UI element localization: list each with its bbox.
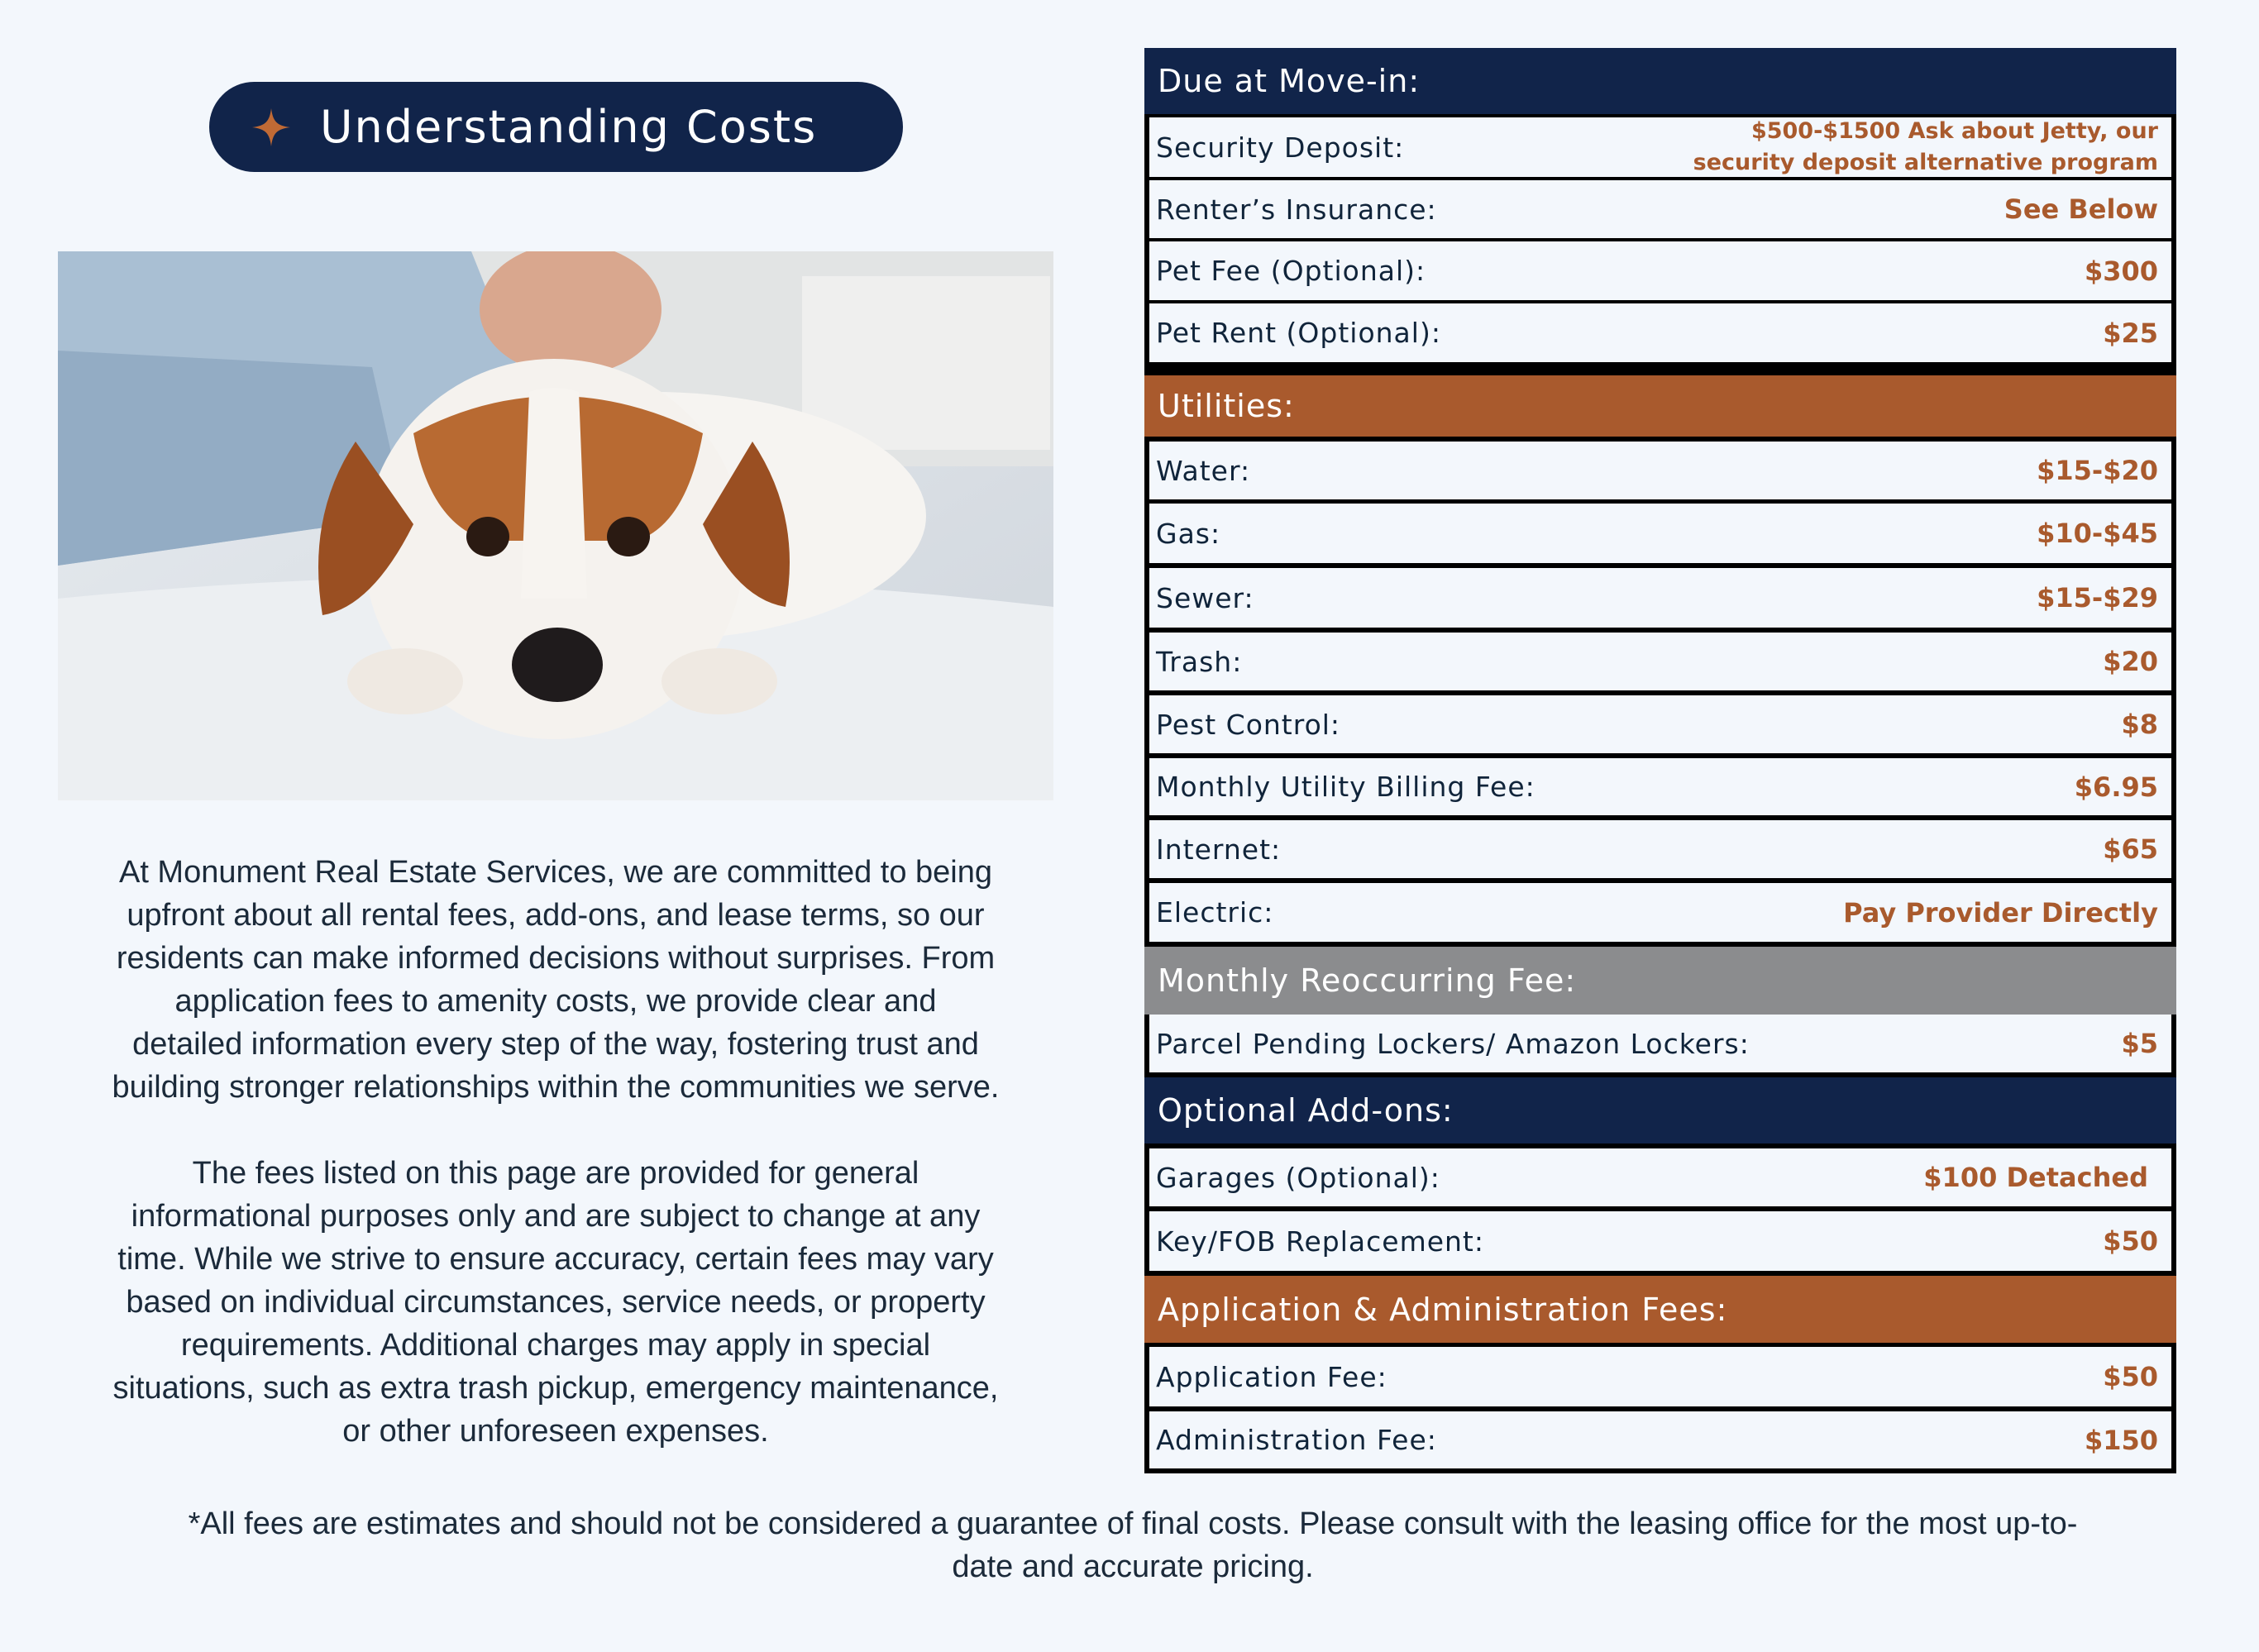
page-title: Understanding Costs xyxy=(320,101,818,153)
table-row xyxy=(1144,180,2176,238)
row-label: Electric: xyxy=(1156,896,1274,929)
row-value: $50 xyxy=(2103,1225,2158,1257)
row-value: $5 xyxy=(2121,1028,2158,1059)
fees-table xyxy=(1144,48,2176,1473)
row-value: $25 xyxy=(2103,317,2158,349)
table-row xyxy=(1144,820,2176,878)
row-value: $500-$1500 Ask about Jetty, our security deposit alternative program xyxy=(1693,118,2158,175)
row-label: Trash: xyxy=(1156,645,1243,678)
row-label: Application Fee: xyxy=(1156,1360,1387,1393)
row-label: Key/FOB Replacement: xyxy=(1156,1225,1484,1258)
table-row xyxy=(1144,1411,2176,1468)
row-label: Renter’s Insurance: xyxy=(1156,193,1437,226)
row-value: $15-$29 xyxy=(2037,582,2158,614)
row-label: Monthly Utility Billing Fee: xyxy=(1156,771,1535,803)
row-label: Garages (Optional): xyxy=(1156,1161,1440,1194)
table-row xyxy=(1144,1015,2176,1072)
section-header-application: Application & Administration Fees: xyxy=(1144,1276,2176,1343)
title-pill xyxy=(209,82,903,172)
row-label: Sewer: xyxy=(1156,581,1254,614)
table-row xyxy=(1144,117,2176,177)
table-row xyxy=(1144,568,2176,628)
row-value: $100 Detached xyxy=(1923,1162,2148,1193)
disclaimer-paragraph: The fees listed on this page are provided for general informational purposes only and are subject to change at any time. While we strive to ensure accuracy, certain fees may vary based on individual circumstances, service needs, or property requirements. Additional charges may apply in special situations, such as extra trash pickup, emergency maintenance, or other unforeseen expenses. xyxy=(112,1156,999,1449)
section-header-addons: Optional Add-ons: xyxy=(1144,1077,2176,1144)
row-value: $50 xyxy=(2103,1361,2158,1392)
table-row xyxy=(1144,1211,2176,1271)
section-header-utilities: Utilities: xyxy=(1144,375,2176,437)
table-row xyxy=(1144,758,2176,815)
section-header-move-in: Due at Move-in: xyxy=(1144,48,2176,114)
table-row xyxy=(1144,633,2176,690)
row-value: $150 xyxy=(2084,1424,2158,1456)
table-row xyxy=(1144,1347,2176,1406)
row-label: Parcel Pending Lockers/ Amazon Lockers: xyxy=(1156,1027,1750,1060)
sparkle-icon xyxy=(249,105,294,150)
row-value: $300 xyxy=(2084,255,2158,287)
row-value: $8 xyxy=(2121,709,2158,740)
row-label: Pest Control: xyxy=(1156,708,1341,741)
row-label: Water: xyxy=(1156,454,1251,487)
row-label: Pet Rent (Optional): xyxy=(1156,317,1441,349)
row-value: $6.95 xyxy=(2074,771,2158,803)
section-header-monthly: Monthly Reoccurring Fee: xyxy=(1144,947,2176,1015)
row-label: Security Deposit: xyxy=(1156,131,1405,164)
table-row xyxy=(1144,1148,2176,1206)
row-label: Internet: xyxy=(1156,833,1282,866)
table-row xyxy=(1144,303,2176,362)
table-row xyxy=(1144,241,2176,300)
row-value: $20 xyxy=(2103,646,2158,677)
row-value: See Below xyxy=(2003,193,2158,225)
footnote: *All fees are estimates and should not be considered a guarantee of final costs. Please consult with the leasing office for the most up-to- date and accurate pricing. xyxy=(188,1506,2078,1584)
table-row xyxy=(1144,442,2176,499)
table-row xyxy=(1144,883,2176,942)
row-value: $65 xyxy=(2103,833,2158,865)
row-value: Pay Provider Directly xyxy=(1843,896,2158,929)
row-value: $15-$20 xyxy=(2037,455,2158,486)
row-label: Administration Fee: xyxy=(1156,1424,1437,1456)
intro-paragraph: At Monument Real Estate Services, we are committed to being upfront about all rental fees, add-ons, and lease terms, so our residents can make informed decisions without surprises. From application fees to amenity costs, we provide clear and detailed information every step of the way, fostering trust and building stronger relationships within the communities we serve. xyxy=(112,855,1000,1105)
table-row xyxy=(1144,504,2176,563)
row-label: Gas: xyxy=(1156,517,1221,550)
row-label: Pet Fee (Optional): xyxy=(1156,255,1426,287)
dog-photo xyxy=(58,251,1053,800)
table-row xyxy=(1144,695,2176,753)
row-value: $10-$45 xyxy=(2037,518,2158,549)
